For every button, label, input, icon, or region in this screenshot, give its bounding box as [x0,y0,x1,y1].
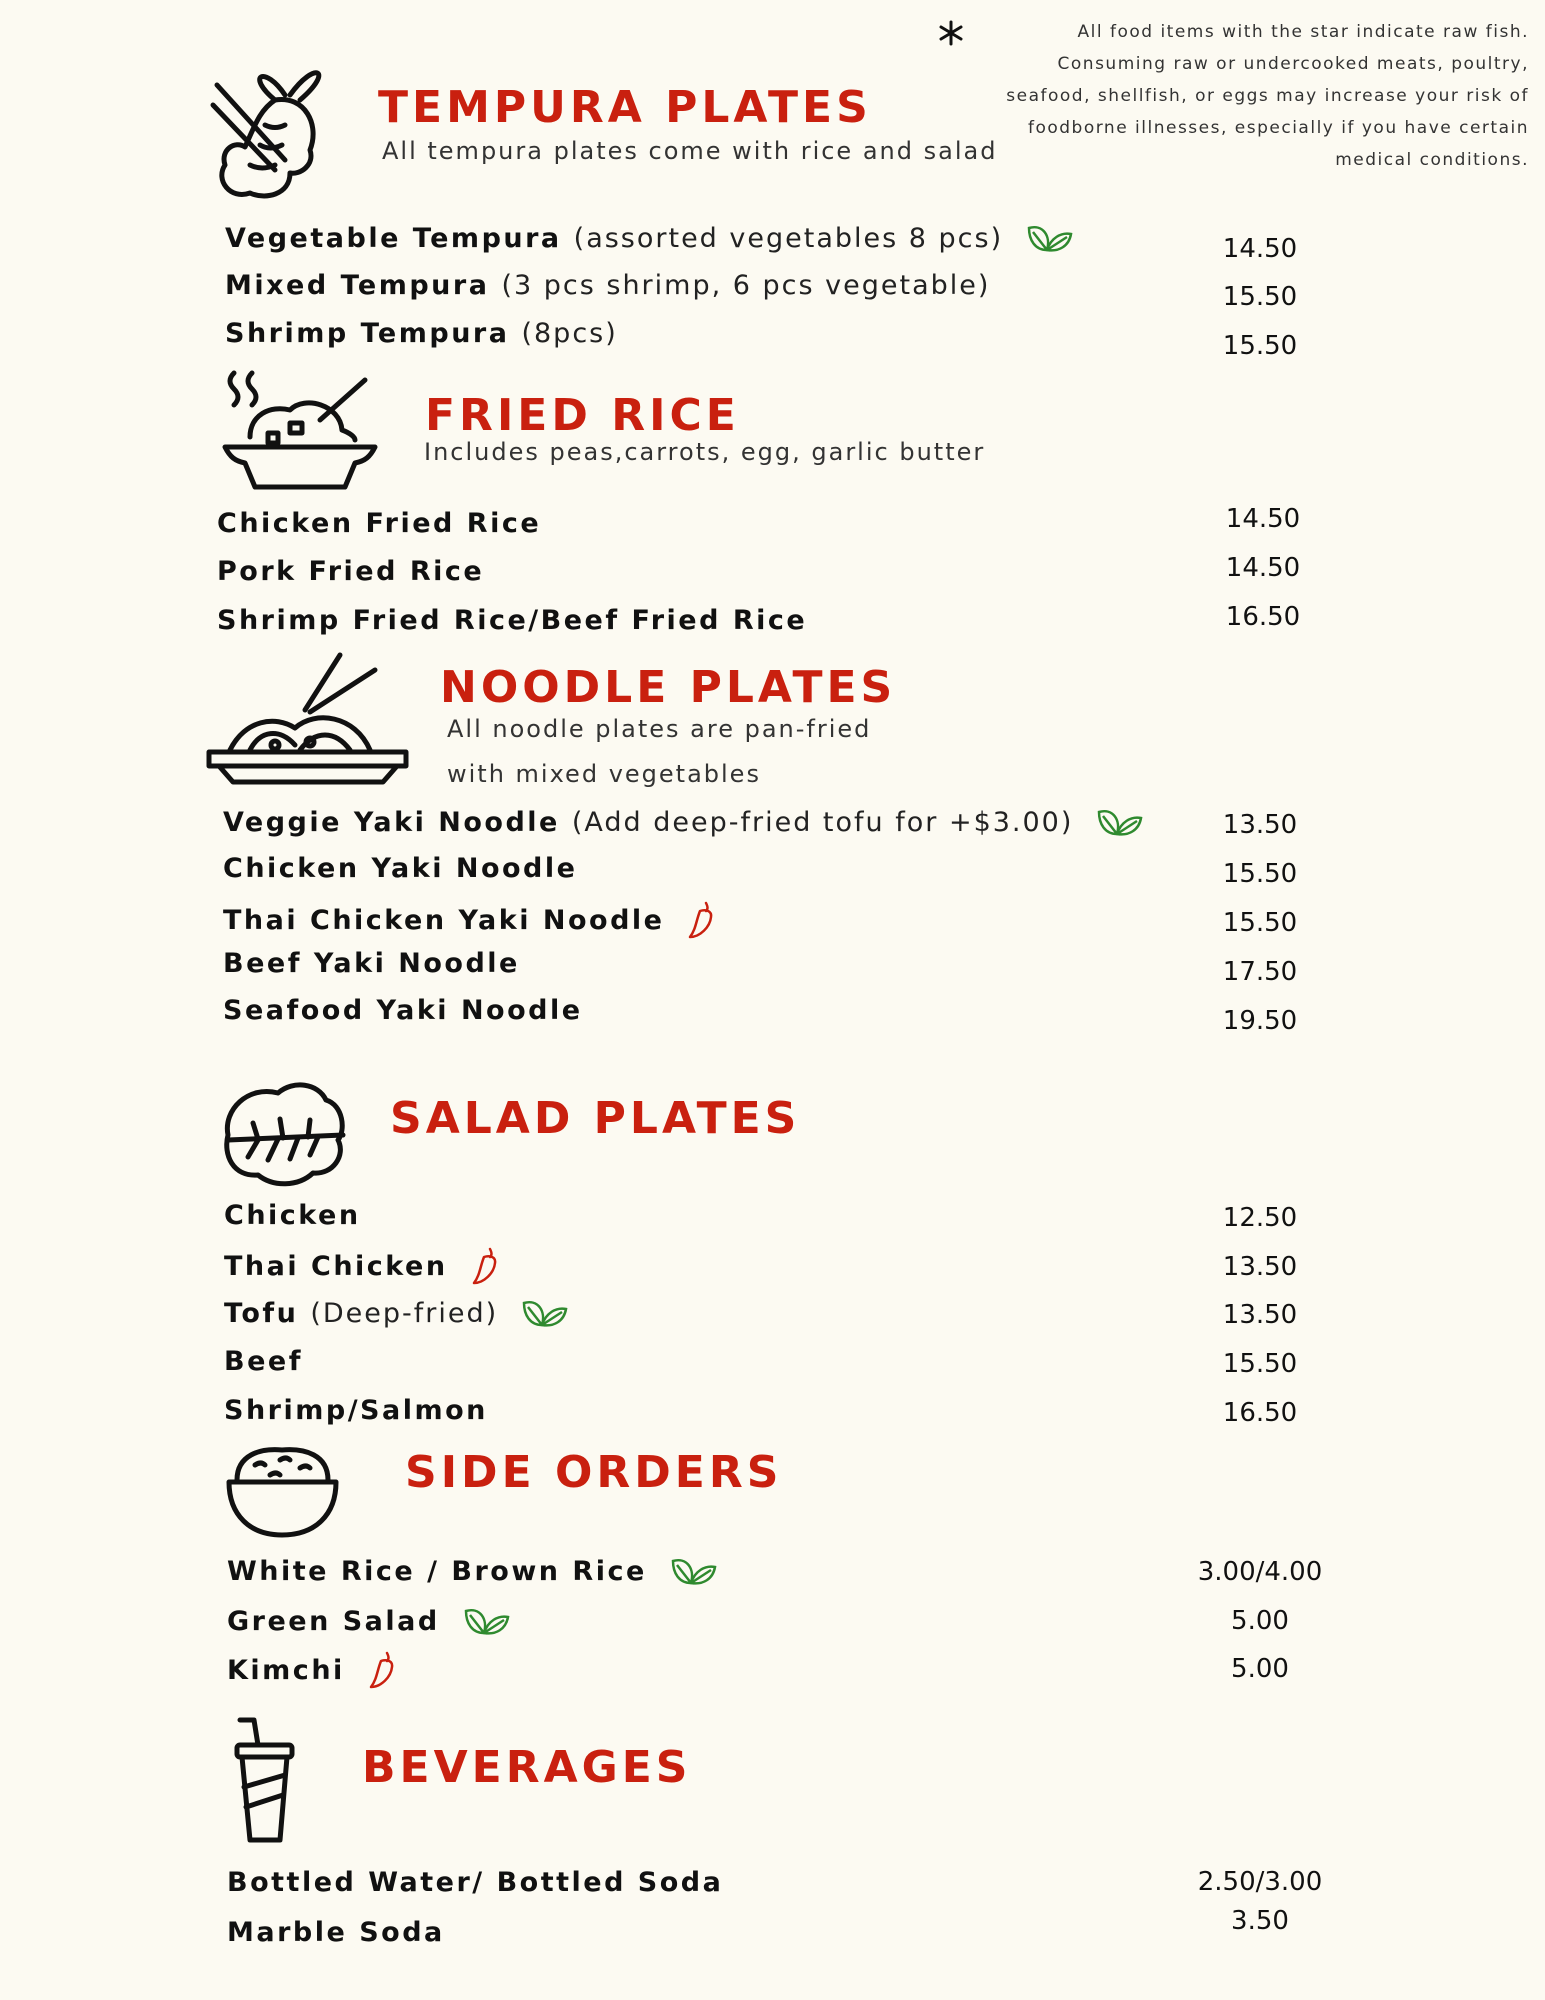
tempura-subtitle: All tempura plates come with rice and salad [382,137,998,165]
leaf-icon [1095,806,1143,838]
menu-item [223,948,520,979]
tempura-title: TEMPURA PLATES [378,82,872,133]
menu-item [224,1297,568,1329]
menu-item [223,899,718,941]
item-name: Green Salad [227,1605,440,1637]
menu-item [223,853,577,884]
item-name: Beef [224,1346,303,1377]
item-desc: (assorted vegetables 8 pcs) [573,222,1004,254]
item-name: Chicken Yaki Noodle [223,853,578,884]
menu-item [224,1346,303,1377]
item-price: 14.50 [1222,234,1298,264]
lettuce-icon [218,1075,348,1190]
item-price: 12.50 [1222,1203,1298,1233]
item-name: Veggie Yaki Noodle [223,806,560,838]
menu-item [217,605,807,636]
menu-item [227,1555,717,1587]
menu-item [223,995,583,1026]
leaf-icon [669,1555,717,1587]
menu-item [224,1200,361,1231]
menu-item [224,1395,488,1426]
leaf-icon [1025,222,1073,254]
item-name: Pork Fried Rice [217,556,485,587]
item-price: 2.50/3.00 [1197,1867,1323,1897]
item-price: 17.50 [1222,957,1298,987]
menu-item [225,318,618,349]
item-name: Thai Chicken [224,1250,448,1282]
item-desc: (8pcs) [521,318,618,349]
item-price: 16.50 [1222,1398,1298,1428]
menu-item [217,508,541,539]
menu-item [227,1649,399,1691]
item-name: White Rice / Brown Rice [227,1555,647,1587]
leaf-icon [520,1297,568,1329]
item-name: Vegetable Tempura [225,222,562,254]
fried-rice-subtitle: Includes peas,carrots, egg, garlic butter [424,438,986,466]
item-name: Seafood Yaki Noodle [223,995,583,1026]
item-price: 5.00 [1231,1654,1289,1684]
fried-rice-title: FRIED RICE [425,390,740,441]
item-name: Shrimp Fried Rice/Beef Fried Rice [217,605,808,636]
raw-fish-note: All food items with the star indicate raw fish. Consuming raw or undercooked meats, poultry, seafood, shellfish, or eggs may increase your risk of foodborne illnesses, especially if you have certain medical conditions. [1006,22,1529,170]
noodle-plate-icon [205,650,410,790]
menu-item [227,1917,445,1948]
item-price: 3.50 [1231,1906,1289,1936]
item-name: Thai Chicken Yaki Noodle [223,904,665,936]
item-price: 13.50 [1222,810,1298,840]
item-name: Tofu [224,1297,299,1329]
noodle-subtitle: All noodle plates are pan-fried [447,715,872,743]
item-price: 15.50 [1222,908,1298,938]
item-desc: (Deep-fried) [310,1297,499,1329]
item-name: Shrimp Tempura [225,318,510,349]
item-name: Kimchi [227,1654,345,1686]
menu-item [217,556,484,587]
item-name: Mixed Tempura [225,270,490,301]
item-name: Marble Soda [227,1917,445,1948]
item-name: Chicken Fried Rice [217,508,542,539]
menu-item [224,1245,502,1287]
item-price: 14.50 [1225,553,1301,583]
chili-pepper-icon [367,1649,399,1691]
item-price: 13.50 [1222,1252,1298,1282]
item-desc: (Add deep-fried tofu for +$3.00) [571,806,1074,838]
menu-item [225,270,990,301]
menu-item [227,1867,723,1898]
item-name: Shrimp/Salmon [224,1395,488,1426]
item-price: 15.50 [1222,331,1298,361]
item-price: 19.50 [1222,1006,1298,1036]
salad-title: SALAD PLATES [390,1093,801,1144]
item-price: 15.50 [1222,1349,1298,1379]
item-price: 5.00 [1231,1606,1289,1636]
chili-pepper-icon [470,1245,502,1287]
leaf-icon [462,1605,510,1637]
item-price: 15.50 [1222,282,1298,312]
menu-item [225,222,1073,254]
beverages-title: BEVERAGES [362,1742,692,1793]
item-price: 15.50 [1222,859,1298,889]
item-price: 14.50 [1225,504,1301,534]
rice-bowl-icon [220,365,380,495]
item-price: 13.50 [1222,1300,1298,1330]
item-name: Chicken [224,1200,361,1231]
item-name: Bottled Water/ Bottled Soda [227,1867,724,1898]
item-desc: (3 pcs shrimp, 6 pcs vegetable) [501,270,991,301]
chili-pepper-icon [686,899,718,941]
asterisk-icon [938,20,964,46]
drink-cup-icon [232,1715,302,1845]
menu-item [227,1605,510,1637]
item-price: 16.50 [1225,602,1301,632]
noodle-title: NOODLE PLATES [440,662,897,713]
item-price: 3.00/4.00 [1197,1557,1323,1587]
noodle-subtitle: with mixed vegetables [447,760,761,788]
shrimp-tempura-icon [205,55,355,205]
sides-title: SIDE ORDERS [405,1447,783,1498]
item-name: Beef Yaki Noodle [223,948,520,979]
rice-bowl-icon [225,1440,340,1540]
menu-item [223,806,1143,838]
